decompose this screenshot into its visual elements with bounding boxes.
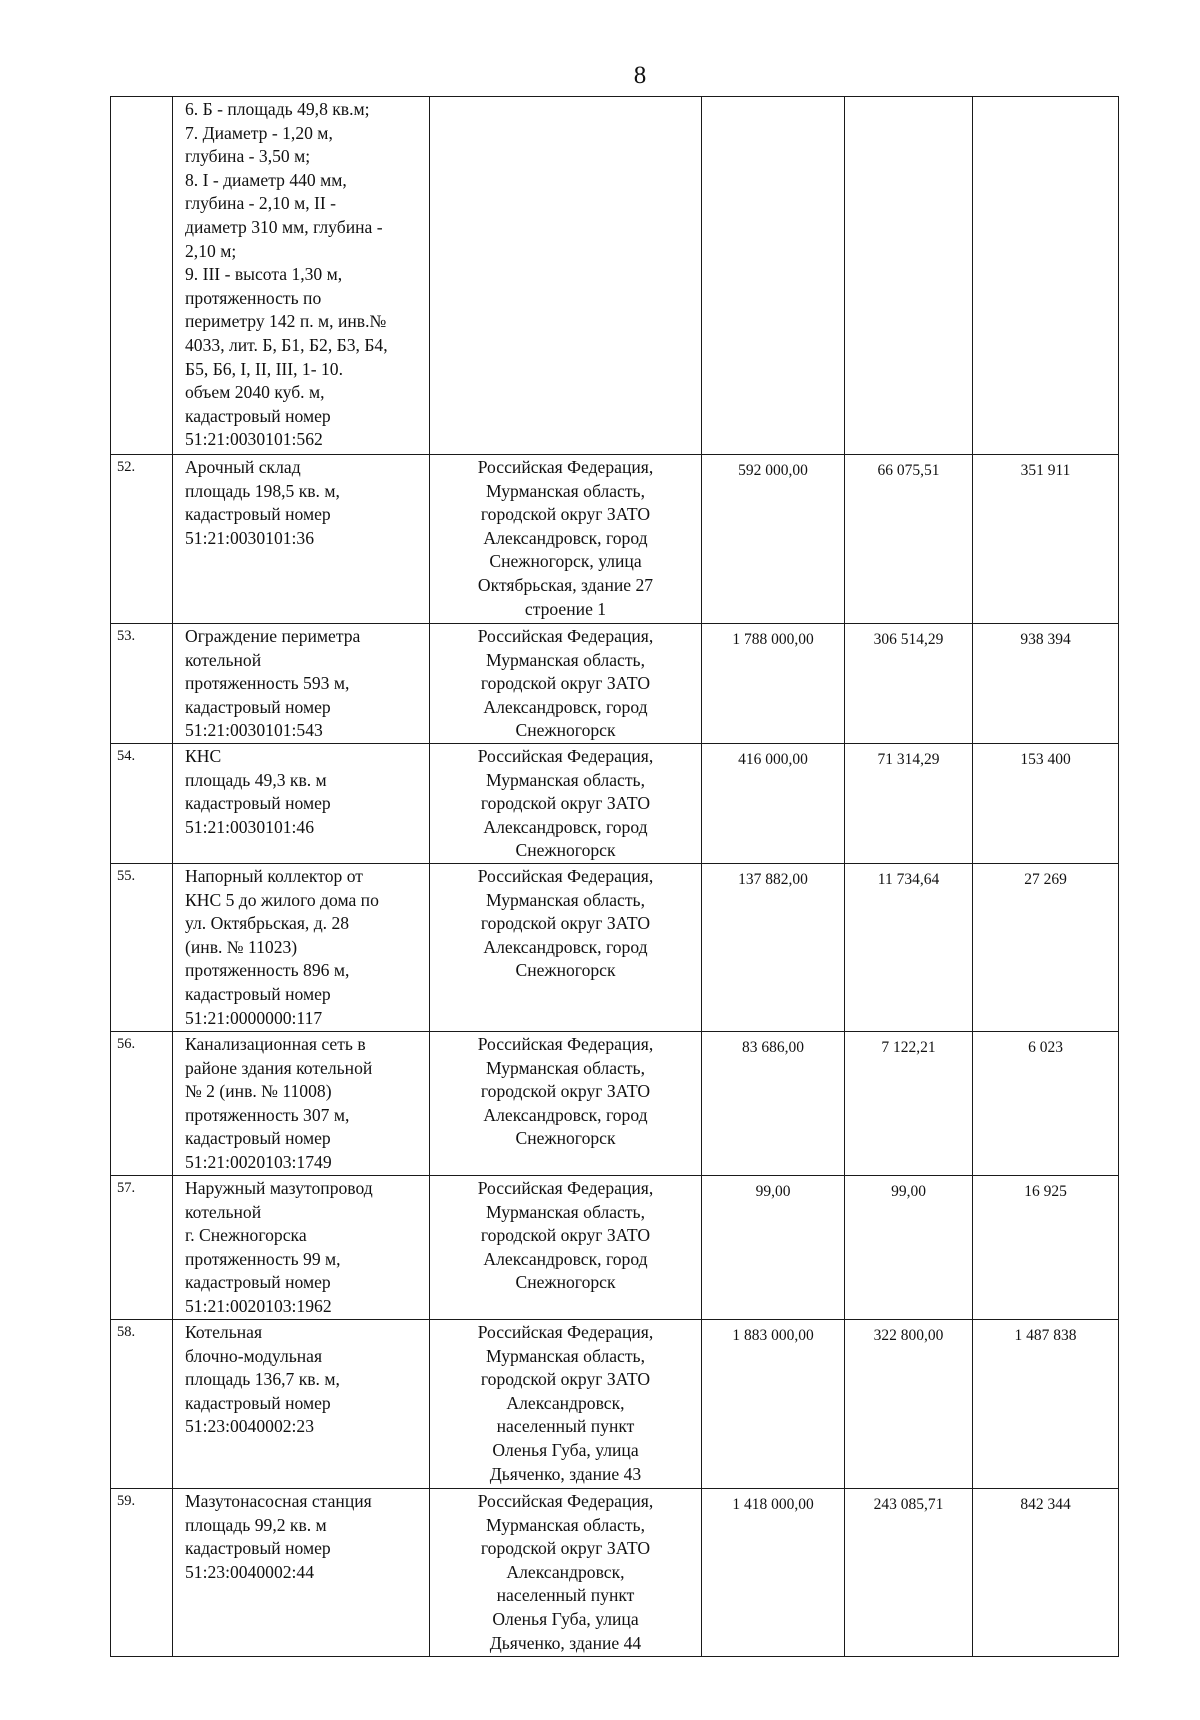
object-name-cell: Наружный мазутопровод котельной г. Снежногорска протяженность 99 м, кадастровый номер 51:21:0020103:1962 bbox=[173, 1176, 430, 1320]
book-value-cell bbox=[702, 97, 845, 455]
book-value-cell: 416 000,00 bbox=[702, 744, 845, 864]
cadastral-value-cell: 6 023 bbox=[973, 1032, 1119, 1176]
residual-value-cell: 66 075,51 bbox=[845, 455, 973, 624]
cadastral-value-cell: 1 487 838 bbox=[973, 1320, 1119, 1489]
book-value-cell: 1 883 000,00 bbox=[702, 1320, 845, 1489]
book-value-cell: 137 882,00 bbox=[702, 864, 845, 1032]
address-cell: Российская Федерация, Мурманская область, городской округ ЗАТО Александровск, город Снежногорск bbox=[430, 864, 702, 1032]
residual-value-cell: 71 314,29 bbox=[845, 744, 973, 864]
book-value-cell: 1 418 000,00 bbox=[702, 1489, 845, 1657]
cadastral-value-cell: 351 911 bbox=[973, 455, 1119, 624]
page-number: 8 bbox=[633, 62, 647, 89]
address-cell: Российская Федерация, Мурманская область, городской округ ЗАТО Александровск, населенный пункт Оленья Губа, улица Дьяченко, здание 43 bbox=[430, 1320, 702, 1489]
residual-value-cell: 322 800,00 bbox=[845, 1320, 973, 1489]
row-number-cell: 53. bbox=[111, 624, 173, 744]
object-name-cell: КНС площадь 49,3 кв. м кадастровый номер 51:21:0030101:46 bbox=[173, 744, 430, 864]
table-row bbox=[111, 624, 1119, 744]
book-value-cell: 592 000,00 bbox=[702, 455, 845, 624]
row-number-cell: 58. bbox=[111, 1320, 173, 1489]
residual-value-cell bbox=[845, 97, 973, 455]
address-cell: Российская Федерация, Мурманская область, городской округ ЗАТО Александровск, город Снежногорск bbox=[430, 744, 702, 864]
row-number-cell bbox=[111, 97, 173, 455]
object-name-cell: Арочный склад площадь 198,5 кв. м, кадастровый номер 51:21:0030101:36 bbox=[173, 455, 430, 624]
table-row bbox=[111, 1320, 1119, 1489]
book-value-cell: 83 686,00 bbox=[702, 1032, 845, 1176]
address-cell: Российская Федерация, Мурманская область, городской округ ЗАТО Александровск, город Снежногорск bbox=[430, 624, 702, 744]
cadastral-value-cell: 16 925 bbox=[973, 1176, 1119, 1320]
table-row bbox=[111, 97, 1119, 455]
cadastral-value-cell: 27 269 bbox=[973, 864, 1119, 1032]
residual-value-cell: 7 122,21 bbox=[845, 1032, 973, 1176]
table-row bbox=[111, 1176, 1119, 1320]
residual-value-cell: 99,00 bbox=[845, 1176, 973, 1320]
cadastral-value-cell bbox=[973, 97, 1119, 455]
row-number-cell: 55. bbox=[111, 864, 173, 1032]
row-number-cell: 54. bbox=[111, 744, 173, 864]
address-cell bbox=[430, 97, 702, 455]
address-cell: Российская Федерация, Мурманская область, городской округ ЗАТО Александровск, город Снежногорск bbox=[430, 1176, 702, 1320]
row-number-cell: 57. bbox=[111, 1176, 173, 1320]
book-value-cell: 1 788 000,00 bbox=[702, 624, 845, 744]
object-name-cell: Канализационная сеть в районе здания котельной № 2 (инв. № 11008) протяженность 307 м, кадастровый номер 51:21:0020103:1749 bbox=[173, 1032, 430, 1176]
address-cell: Российская Федерация, Мурманская область, городской округ ЗАТО Александровск, город Снежногорск bbox=[430, 1032, 702, 1176]
book-value-cell: 99,00 bbox=[702, 1176, 845, 1320]
object-name-cell: Напорный коллектор от КНС 5 до жилого дома по ул. Октябрьская, д. 28 (инв. № 11023) протяженность 896 м, кадастровый номер 51:21:0000000:117 bbox=[173, 864, 430, 1032]
object-name-cell: Котельная блочно-модульная площадь 136,7 кв. м, кадастровый номер 51:23:0040002:23 bbox=[173, 1320, 430, 1489]
table-row bbox=[111, 1489, 1119, 1657]
address-cell: Российская Федерация, Мурманская область, городской округ ЗАТО Александровск, населенный пункт Оленья Губа, улица Дьяченко, здание 44 bbox=[430, 1489, 702, 1657]
address-cell: Российская Федерация, Мурманская область, городской округ ЗАТО Александровск, город Снежногорск, улица Октябрьская, здание 27 строение 1 bbox=[430, 455, 702, 624]
residual-value-cell: 306 514,29 bbox=[845, 624, 973, 744]
object-name-cell: Мазутонасосная станция площадь 99,2 кв. м кадастровый номер 51:23:0040002:44 bbox=[173, 1489, 430, 1657]
row-number-cell: 52. bbox=[111, 455, 173, 624]
cadastral-value-cell: 153 400 bbox=[973, 744, 1119, 864]
residual-value-cell: 243 085,71 bbox=[845, 1489, 973, 1657]
cadastral-value-cell: 938 394 bbox=[973, 624, 1119, 744]
table-row bbox=[111, 455, 1119, 624]
object-name-cell: 6. Б - площадь 49,8 кв.м; 7. Диаметр - 1,20 м, глубина - 3,50 м; 8. I - диаметр 440 мм, глубина - 2,10 м, II - диаметр 310 мм, глубина - 2,10 м; 9. III - высота 1,30 м, протяженность по периметру 142 п. м, инв.№ 4033, лит. Б, Б1, Б2, Б3, Б4, Б5, Б6, I, II, III, 1- 10. объем 2040 куб. м, кадастровый номер 51:21:0030101:562 bbox=[173, 97, 430, 455]
row-number-cell: 56. bbox=[111, 1032, 173, 1176]
table-row bbox=[111, 744, 1119, 864]
row-number-cell: 59. bbox=[111, 1489, 173, 1657]
residual-value-cell: 11 734,64 bbox=[845, 864, 973, 1032]
table-row bbox=[111, 1032, 1119, 1176]
cadastral-value-cell: 842 344 bbox=[973, 1489, 1119, 1657]
table-row bbox=[111, 864, 1119, 1032]
object-name-cell: Ограждение периметра котельной протяженность 593 м, кадастровый номер 51:21:0030101:543 bbox=[173, 624, 430, 744]
property-table bbox=[110, 96, 1119, 1657]
